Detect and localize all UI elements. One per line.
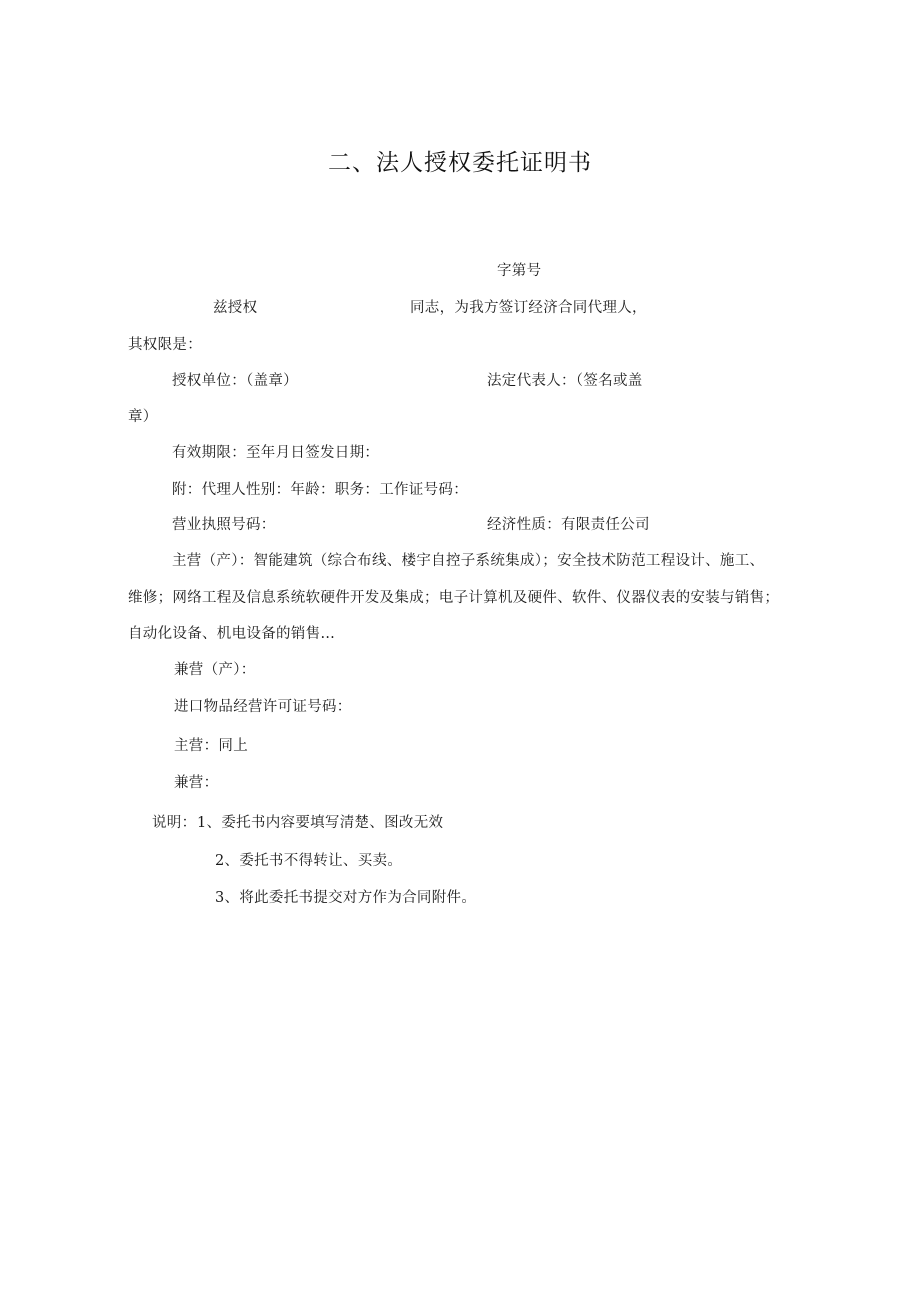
document-title: 二、法人授权委托证明书 bbox=[328, 150, 592, 176]
import-main-business: 主营：同上 bbox=[174, 738, 248, 754]
main-business-line-2: 维修；网络工程及信息系统软硬件开发及集成；电子计算机及硬件、软件、仪器仪表的安装与销售； bbox=[128, 590, 780, 606]
note-item-2: 2、委托书不得转让、买卖。 bbox=[215, 853, 403, 869]
authorize-prefix: 兹授权 bbox=[213, 300, 258, 316]
economic-nature: 经济性质：有限责任公司 bbox=[487, 517, 650, 533]
authorize-suffix: 同志，为我方签订经济合同代理人， bbox=[410, 300, 647, 316]
validity-period: 有效期限：至年月日签发日期： bbox=[172, 445, 380, 461]
authorizing-unit: 授权单位：（盖章） bbox=[172, 373, 298, 389]
side-business: 兼营（产）： bbox=[174, 662, 256, 678]
import-side-business: 兼营： bbox=[174, 775, 219, 791]
import-license-number: 进口物品经营许可证号码： bbox=[174, 699, 352, 715]
scope-label: 其权限是： bbox=[128, 337, 202, 353]
main-business-line-3: 自动化设备、机电设备的销售… bbox=[128, 626, 336, 642]
main-business-line-1: 主营（产）：智能建筑（综合布线、楼宇自控子系统集成）；安全技术防范工程设计、施工、 bbox=[172, 553, 765, 569]
legal-representative: 法定代表人：（签名或盖 bbox=[487, 373, 643, 389]
reference-number: 字第号 bbox=[497, 263, 542, 279]
note-item-1: 1、委托书内容要填写清楚、图改无效 bbox=[197, 815, 444, 831]
attachment-info: 附：代理人性别：年龄：职务：工作证号码： bbox=[172, 482, 468, 498]
legal-representative-cont: 章） bbox=[128, 409, 158, 425]
business-license-number: 营业执照号码： bbox=[172, 517, 276, 533]
notes-label: 说明： bbox=[152, 815, 197, 831]
note-item-3: 3、将此委托书提交对方作为合同附件。 bbox=[215, 890, 477, 906]
